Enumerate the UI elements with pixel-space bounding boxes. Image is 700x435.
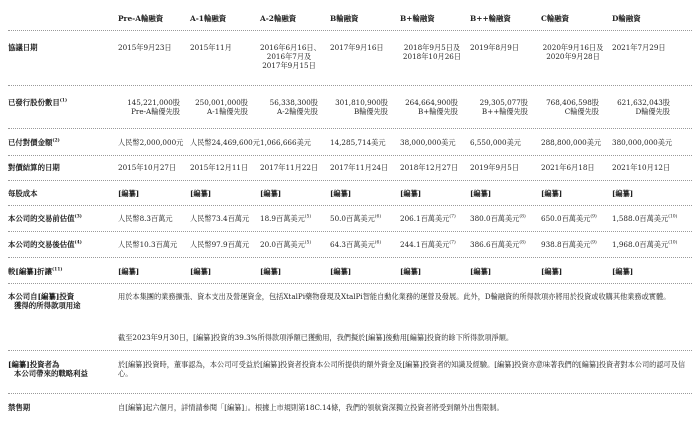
cell-discount-b: [編纂] xyxy=(330,267,352,276)
row-label-pre-money-valuation: 本公司的交易前估值$^{(3)}$ xyxy=(8,214,82,223)
cell-post-money-pre-a: 人民幣10.3百萬元 xyxy=(118,240,178,249)
cell-post-money-d: 1,968.0百萬美元$^{(10)}$ xyxy=(612,240,678,249)
row-label-shares-issued: 已發行股份數目$^{(1)}$ xyxy=(8,98,68,107)
divider xyxy=(8,205,692,206)
divider xyxy=(8,85,692,86)
cell-post-money-a2: 20.0百萬美元$^{(5)}$ xyxy=(260,240,312,249)
cell-discount-a2: [編纂] xyxy=(260,267,282,276)
cell-cost-b-plus-plus: [編纂] xyxy=(470,189,492,198)
cell-agreement-date-d: 2021年7月29日 xyxy=(612,43,666,52)
cell-shares-pre-a: 145,221,000股 Pre-A輪優先股 xyxy=(127,98,180,116)
divider xyxy=(8,30,692,31)
cell-settlement-pre-a: 2015年10月27日 xyxy=(118,163,177,172)
cell-consideration-a1: 人民幣24,469,600元 xyxy=(190,138,260,147)
cell-cost-a2: [編纂] xyxy=(260,189,282,198)
row-label-settlement-date: 對價結算的日期 xyxy=(8,163,60,172)
cell-settlement-b-plus-plus: 2019年9月5日 xyxy=(470,163,520,172)
column-header-a1: A-1輪融資 xyxy=(190,14,227,23)
cell-agreement-date-pre-a: 2015年9月23日 xyxy=(118,43,172,52)
cell-consideration-a2: 1,066,666美元 xyxy=(260,138,311,147)
cell-cost-b-plus: [編纂] xyxy=(400,189,422,198)
cell-cost-c: [編纂] xyxy=(541,189,563,198)
row-label-lockup: 禁售期 xyxy=(8,403,31,412)
cell-consideration-d: 380,000,000美元 xyxy=(612,138,673,147)
cell-shares-a2: 56,338,300股 A-2輪優先股 xyxy=(269,98,318,116)
cell-pre-money-b: 50.0百萬美元$^{(6)}$ xyxy=(330,214,382,223)
column-header-b: B輪融資 xyxy=(330,14,359,23)
cell-discount-c: [編纂] xyxy=(541,267,563,276)
cell-consideration-b: 14,285,714美元 xyxy=(330,138,386,147)
cell-cost-pre-a: [編纂] xyxy=(118,189,140,198)
column-header-b-plus: B+輪融資 xyxy=(400,14,435,23)
cell-post-money-b-plus-plus: 386.6百萬美元$^{(8)}$ xyxy=(470,240,526,249)
column-header-a2: A-2輪融資 xyxy=(260,14,297,23)
cell-pre-money-d: 1,588.0百萬美元$^{(10)}$ xyxy=(612,214,678,223)
cell-agreement-date-b-plus: 2018年9月5日及 2018年10月26日 xyxy=(402,43,462,61)
cell-shares-b-plus: 264,664,900股 B+輪優先股 xyxy=(405,98,458,116)
cell-agreement-date-a2: 2016年6月16日、 2016年7月及 2017年9月15日 xyxy=(260,43,321,70)
divider xyxy=(8,283,692,284)
cell-cost-d: [編纂] xyxy=(612,189,634,198)
cell-settlement-b-plus: 2018年12月27日 xyxy=(400,163,459,172)
use-of-proceeds-text: 用於本集團的業務擴張、資本支出及營運資金，包括XtalPi藥物發現及XtalPi智能自動化業務的運營及發展。此外，D輪融資的所得款項亦將用於投資或收購其他業務或實體。 xyxy=(118,292,671,301)
row-label-use-of-proceeds: 本公司自[編纂]投資 獲得的所得款項用途 xyxy=(8,292,81,311)
cell-discount-pre-a: [編纂] xyxy=(118,267,140,276)
cell-shares-d: 621,632,043股 D輪優先股 xyxy=(617,98,670,116)
cell-settlement-b: 2017年11月24日 xyxy=(330,163,389,172)
divider xyxy=(8,350,692,351)
cell-discount-b-plus: [編纂] xyxy=(400,267,422,276)
column-header-c: C輪融資 xyxy=(541,14,570,23)
row-label-strategic-benefits: [編纂]投資者為 本公司帶來的戰略利益 xyxy=(8,360,88,379)
column-header-b-plus-plus: B++輪融資 xyxy=(470,14,511,23)
cell-post-money-b-plus: 244.1百萬美元$^{(7)}$ xyxy=(400,240,456,249)
cell-agreement-date-a1: 2015年11月 xyxy=(190,43,232,52)
divider xyxy=(8,231,692,232)
column-header-d: D輪融資 xyxy=(612,14,641,23)
cell-pre-money-b-plus: 206.1百萬美元$^{(7)}$ xyxy=(400,214,456,223)
strategic-benefits-text: 於[編纂]投資時，董事認為，本公司可受益於[編纂]投資者投資本公司所提供的額外資金及[編纂]投資者的知識及經驗。[編纂]投資亦意味著我們的[編纂]投資者對本公司的認可及信心。 xyxy=(118,360,686,378)
divider xyxy=(8,257,692,258)
cell-cost-b: [編纂] xyxy=(330,189,352,198)
cell-consideration-c: 288,800,000美元 xyxy=(541,138,602,147)
row-label-agreement-date: 協議日期 xyxy=(8,43,38,52)
cell-consideration-b-plus-plus: 6,550,000美元 xyxy=(470,138,521,147)
proceeds-utilisation-text: 截至2023年9月30日，[編纂]投資的39.3%所得款項淨額已獲動用，我們擬於[編纂]後動用[編纂]投資的餘下所得款項淨額。 xyxy=(118,333,514,342)
divider xyxy=(8,155,692,156)
cell-consideration-b-plus: 38,000,000美元 xyxy=(400,138,456,147)
cell-pre-money-b-plus-plus: 380.0百萬美元$^{(8)}$ xyxy=(470,214,526,223)
cell-agreement-date-c: 2020年9月16日及 2020年9月28日 xyxy=(542,43,604,61)
cell-shares-a1: 250,001,000股 A-1輪優先股 xyxy=(195,98,248,116)
column-header-pre-a: Pre-A輪融資 xyxy=(118,14,164,23)
row-label-discount: 較[編纂]折讓$^{(11)}$ xyxy=(8,267,63,276)
cell-cost-a1: [編纂] xyxy=(190,189,212,198)
cell-settlement-a2: 2017年11月22日 xyxy=(260,163,319,172)
cell-pre-money-c: 650.0百萬美元$^{(9)}$ xyxy=(541,214,597,223)
cell-agreement-date-b: 2017年9月16日 xyxy=(330,43,384,52)
cell-post-money-c: 938.8百萬美元$^{(9)}$ xyxy=(541,240,597,249)
row-label-post-money-valuation: 本公司的交易後估值$^{(4)}$ xyxy=(8,240,82,249)
cell-shares-b-plus-plus: 29,305,077股 B++輪優先股 xyxy=(479,98,528,116)
cell-discount-b-plus-plus: [編纂] xyxy=(470,267,492,276)
cell-discount-d: [編纂] xyxy=(612,267,634,276)
cell-pre-money-a2: 18.9百萬美元$^{(5)}$ xyxy=(260,214,312,223)
cell-post-money-a1: 人民幣97.9百萬元 xyxy=(190,240,250,249)
divider xyxy=(8,180,692,181)
cell-discount-a1: [編纂] xyxy=(190,267,212,276)
cell-settlement-c: 2021年6月18日 xyxy=(541,163,595,172)
cell-pre-money-a1: 人民幣73.4百萬元 xyxy=(190,214,250,223)
divider xyxy=(8,393,692,394)
row-label-consideration-paid: 已付對價金額$^{(2)}$ xyxy=(8,138,60,147)
cell-settlement-a1: 2015年12月11日 xyxy=(190,163,249,172)
cell-shares-b: 301,810,900股 B輪優先股 xyxy=(335,98,388,116)
column-header-row xyxy=(0,14,700,28)
cell-shares-c: 768,406,598股 C輪優先股 xyxy=(546,98,599,116)
cell-pre-money-pre-a: 人民幣8.3百萬元 xyxy=(118,214,173,223)
cell-settlement-d: 2021年10月12日 xyxy=(612,163,671,172)
cell-agreement-date-b-plus-plus: 2019年8月9日 xyxy=(470,43,520,52)
lockup-text: 自[編纂]起六個月，詳情請參閱「[編纂]」。根據上市規則第18C.14條，我們的領航資深獨立投資者將受到額外出售限制。 xyxy=(118,403,504,412)
row-label-cost-per-share: 每股成本 xyxy=(8,189,38,198)
divider xyxy=(8,128,692,129)
cell-consideration-pre-a: 人民幣2,000,000元 xyxy=(118,138,184,147)
cell-post-money-b: 64.3百萬美元$^{(6)}$ xyxy=(330,240,382,249)
